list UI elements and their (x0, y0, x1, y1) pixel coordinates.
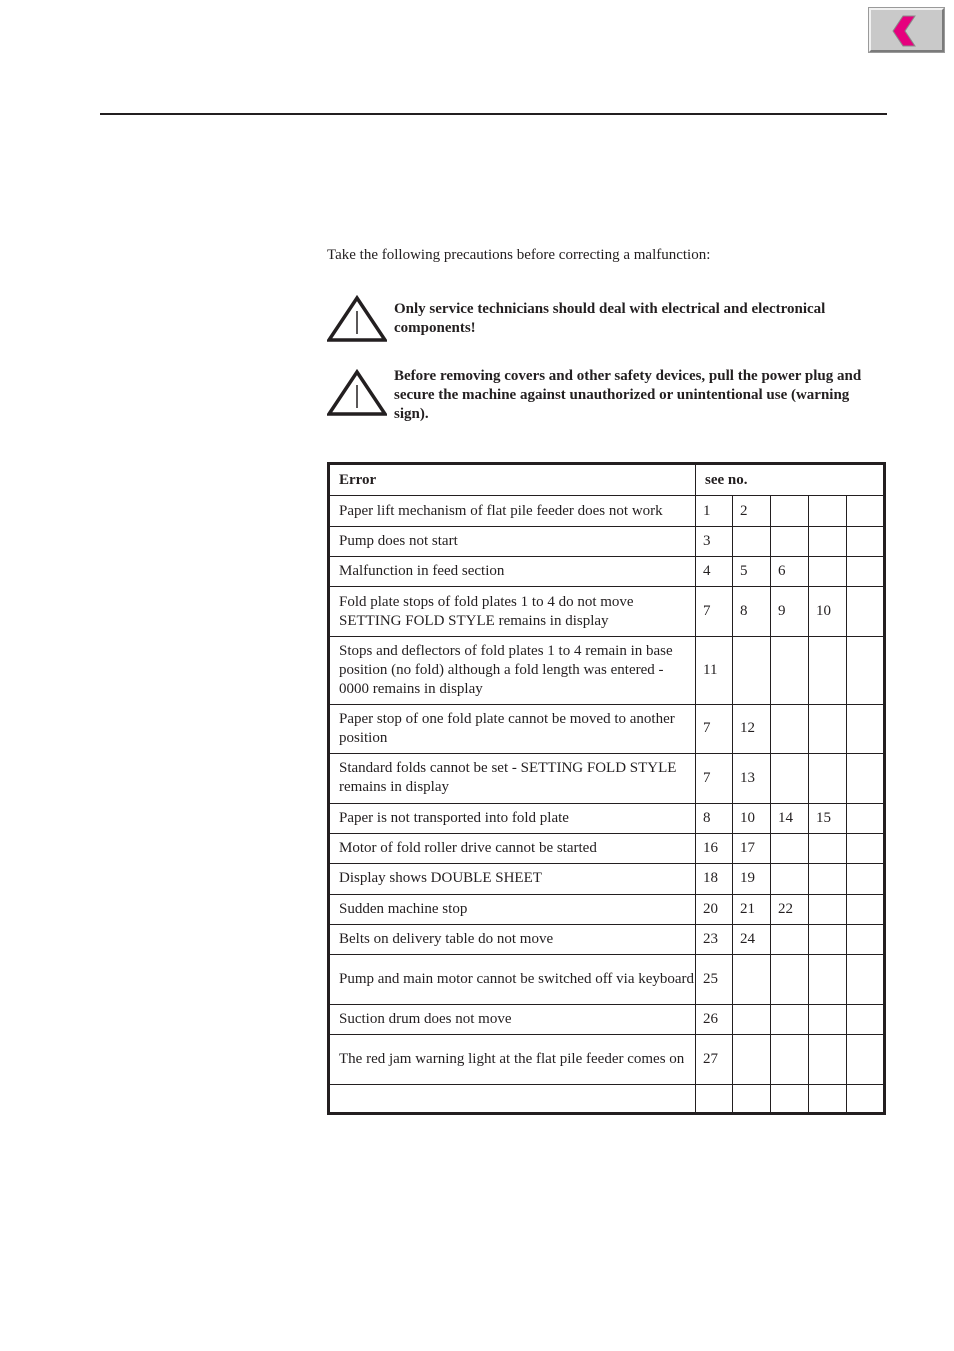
see-number: 26 (696, 1004, 733, 1034)
see-number (847, 636, 885, 704)
table-row (329, 754, 885, 804)
see-number: 4 (696, 556, 733, 586)
error-description: Suction drum does not move (329, 1004, 696, 1034)
error-description: Sudden machine stop (329, 894, 696, 924)
see-number (771, 636, 809, 704)
warning-triangle-icon (327, 295, 387, 343)
column-header-see-no: see no. (696, 464, 885, 496)
see-number: 8 (733, 587, 771, 637)
error-description: The red jam warning light at the flat pile feeder comes on (329, 1035, 696, 1085)
see-number (847, 894, 885, 924)
see-number (733, 1084, 771, 1113)
see-number (771, 955, 809, 1005)
error-description: Standard folds cannot be set - SETTING FOLD STYLE remains in display (329, 754, 696, 804)
table-row (329, 1035, 885, 1085)
see-number (733, 636, 771, 704)
see-number (847, 1004, 885, 1034)
see-number: 6 (771, 556, 809, 586)
see-number: 18 (696, 864, 733, 894)
error-description: Fold plate stops of fold plates 1 to 4 do not move SETTING FOLD STYLE remains in display (329, 587, 696, 637)
see-number (809, 1084, 847, 1113)
see-number: 2 (733, 496, 771, 526)
see-number: 19 (733, 864, 771, 894)
column-header-error: Error (329, 464, 696, 496)
see-number: 21 (733, 894, 771, 924)
see-number: 8 (696, 803, 733, 833)
table-row (329, 803, 885, 833)
see-number (771, 526, 809, 556)
see-number (809, 833, 847, 863)
see-number (809, 894, 847, 924)
see-number (771, 496, 809, 526)
error-description: Paper lift mechanism of flat pile feeder does not work (329, 496, 696, 526)
see-number: 20 (696, 894, 733, 924)
table-row (329, 894, 885, 924)
see-number (847, 864, 885, 894)
see-number (771, 1035, 809, 1085)
see-number: 10 (809, 587, 847, 637)
see-number (809, 526, 847, 556)
table-row (329, 526, 885, 556)
table-row (329, 955, 885, 1005)
see-number: 24 (733, 924, 771, 954)
see-number: 11 (696, 636, 733, 704)
see-number (847, 526, 885, 556)
see-number: 7 (696, 754, 733, 804)
see-number (847, 704, 885, 754)
table-row (329, 1004, 885, 1034)
see-number (809, 1035, 847, 1085)
error-description: Stops and deflectors of fold plates 1 to 4 remain in base position (no fold) although a fold length was entered - 0000 remains in display (329, 636, 696, 704)
see-number (771, 833, 809, 863)
see-number: 14 (771, 803, 809, 833)
see-number: 5 (733, 556, 771, 586)
error-description: Malfunction in feed section (329, 556, 696, 586)
see-number (771, 924, 809, 954)
see-number: 3 (696, 526, 733, 556)
see-number (809, 924, 847, 954)
error-table (327, 462, 886, 1115)
see-number: 10 (733, 803, 771, 833)
see-number (733, 1004, 771, 1034)
table-row (329, 636, 885, 704)
see-number (847, 924, 885, 954)
see-number (771, 864, 809, 894)
error-description: Pump and main motor cannot be switched off via keyboard (329, 955, 696, 1005)
warning-text: Before removing covers and other safety devices, pull the power plug and secure the machine against unauthorized or unintentional use (warning sign). (394, 368, 862, 422)
see-number: 13 (733, 754, 771, 804)
warning-text: Only service technicians should deal with electrical and electronical components! (394, 301, 826, 336)
table-row (329, 587, 885, 637)
see-number (847, 1084, 885, 1113)
see-number: 7 (696, 587, 733, 637)
see-number (847, 1035, 885, 1085)
error-description: Display shows DOUBLE SHEET (329, 864, 696, 894)
see-number (847, 496, 885, 526)
see-number: 12 (733, 704, 771, 754)
see-number (847, 833, 885, 863)
error-description: Pump does not start (329, 526, 696, 556)
see-number (809, 496, 847, 526)
error-description (329, 1084, 696, 1113)
see-number (847, 556, 885, 586)
table-row (329, 864, 885, 894)
see-number (696, 1084, 733, 1113)
see-number (809, 704, 847, 754)
table-row (329, 833, 885, 863)
table-row (329, 496, 885, 526)
see-number (847, 803, 885, 833)
warning-triangle-icon (327, 369, 387, 417)
table-row (329, 556, 885, 586)
see-number: 7 (696, 704, 733, 754)
error-description: Paper is not transported into fold plate (329, 803, 696, 833)
intro-text: Take the following precautions before correcting a malfunction: (327, 247, 711, 263)
see-number (733, 1035, 771, 1085)
see-number (809, 955, 847, 1005)
table-row (329, 1084, 885, 1113)
header-rule (100, 113, 887, 115)
table-row (329, 924, 885, 954)
error-description: Motor of fold roller drive cannot be started (329, 833, 696, 863)
see-number: 16 (696, 833, 733, 863)
see-number (733, 526, 771, 556)
error-description: Paper stop of one fold plate cannot be moved to another position (329, 704, 696, 754)
see-number (809, 754, 847, 804)
see-number: 1 (696, 496, 733, 526)
back-button[interactable] (869, 8, 944, 52)
see-number (733, 955, 771, 1005)
see-number (847, 754, 885, 804)
error-description: Belts on delivery table do not move (329, 924, 696, 954)
see-number (771, 704, 809, 754)
see-number: 17 (733, 833, 771, 863)
see-number (809, 636, 847, 704)
see-number: 23 (696, 924, 733, 954)
table-row (329, 704, 885, 754)
see-number (809, 864, 847, 894)
see-number (847, 955, 885, 1005)
see-number: 25 (696, 955, 733, 1005)
see-number: 9 (771, 587, 809, 637)
see-number: 27 (696, 1035, 733, 1085)
see-number (847, 587, 885, 637)
see-number: 22 (771, 894, 809, 924)
table-header-row (329, 464, 885, 496)
see-number: 15 (809, 803, 847, 833)
see-number (809, 556, 847, 586)
see-number (809, 1004, 847, 1034)
see-number (771, 1004, 809, 1034)
chevron-left-icon (891, 14, 925, 48)
see-number (771, 754, 809, 804)
see-number (771, 1084, 809, 1113)
